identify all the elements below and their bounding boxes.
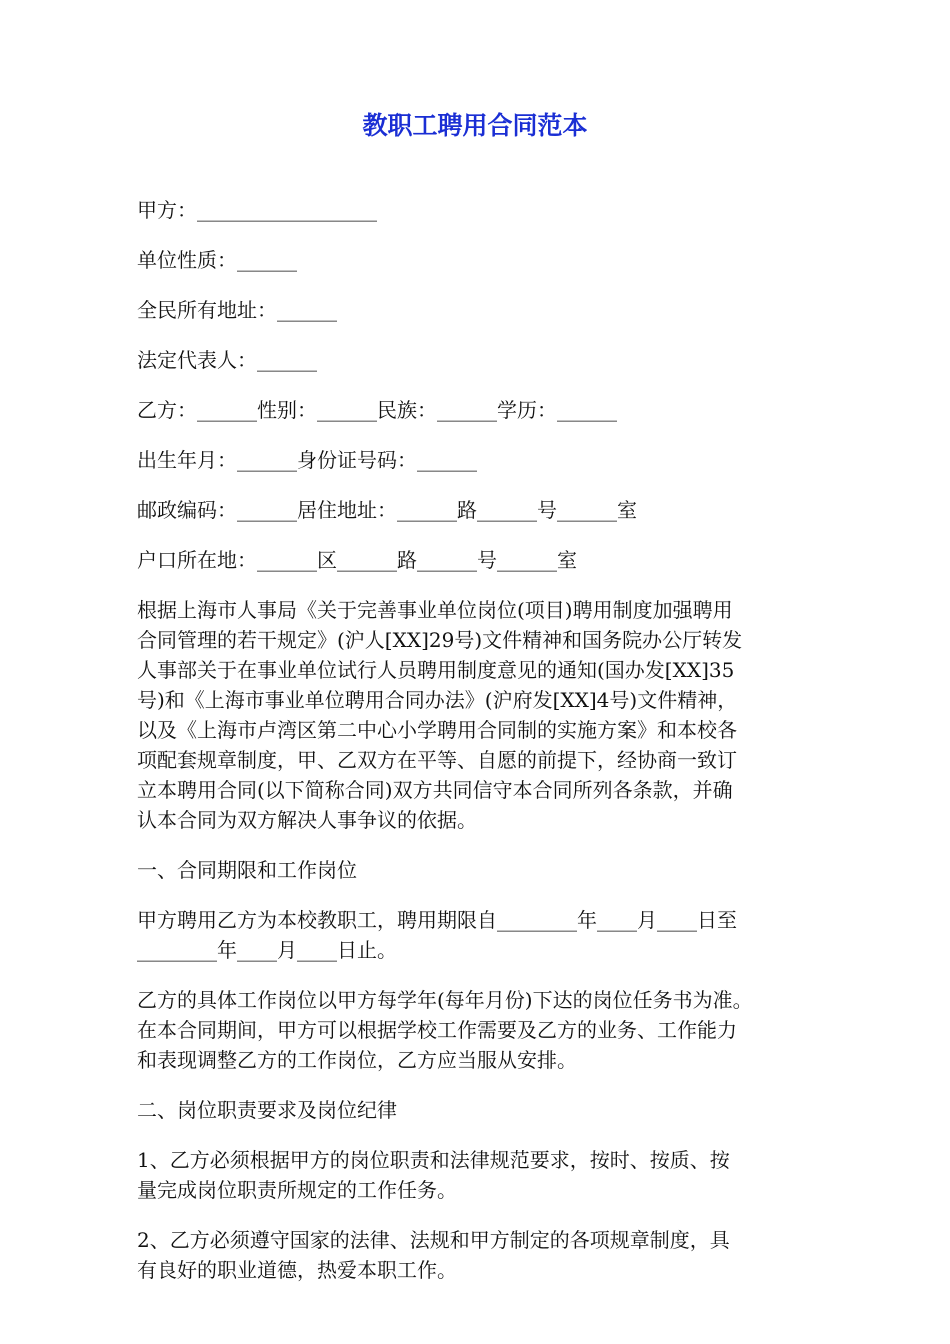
field-party-a: 甲方：__________________ [137,198,377,222]
paragraph-preamble: 根据上海市人事局《关于完善事业单位岗位(项目)聘用制度加强聘用 合同管理的若干规定》(沪人[XX]29号)文件精神和国务院办公厅转发 人事部关于在事业单位试行人员聘用制度意见的通知(国办发[XX]35 号)和《上海市事业单位聘用合同办法》(沪府发[XX]4号)文件精神， 以及《上海市卢湾区第二中心小学聘用合同制的实施方案》和本校各 项配套规章制度，甲、乙双方在平等、自愿的前提下，经协商一致订 立本聘用合同(以下简称合同)双方共同信守本合同所列各条款，并确 认本合同为双方解决人事争议的依据。 [137,598,743,832]
paragraph-employment-term: 甲方聘用乙方为本校教职工，聘用期限自________年____月____日至 ________年____月____日止。 [137,908,737,962]
field-birth-id: 出生年月：______身份证号码：______ [137,448,477,472]
field-party-b: 乙方：______性别：______民族：______学历：______ [137,398,617,422]
paragraph-duty-1: 1、乙方必须根据甲方的岗位职责和法律规范要求，按时、按质、按 量完成岗位职责所规定的工作任务。 [137,1148,730,1202]
field-postal-residence: 邮政编码：______居住地址：______路______号______室 [137,498,637,522]
field-address: 全民所有地址：______ [137,298,337,322]
section-heading-term-position: 一、合同期限和工作岗位 [137,858,357,882]
field-unit-type: 单位性质：______ [137,248,297,272]
paragraph-position-assignment: 乙方的具体工作岗位以甲方每学年(每年月份)下达的岗位任务书为准。 在本合同期间，甲方可以根据学校工作需要及乙方的业务、工作能力 和表现调整乙方的工作岗位，乙方应当服从安排。 [137,988,753,1072]
document-title: 教职工聘用合同范本 [362,111,588,140]
field-legal-representative: 法定代表人：______ [137,348,317,372]
paragraph-duty-2: 2、乙方必须遵守国家的法律、法规和甲方制定的各项规章制度，具 有良好的职业道德，热爱本职工作。 [137,1228,730,1282]
document-body [137,195,827,1305]
field-household-registration: 户口所在地：______区______路______号______室 [137,548,577,572]
section-heading-duties-discipline: 二、岗位职责要求及岗位纪律 [137,1098,397,1122]
